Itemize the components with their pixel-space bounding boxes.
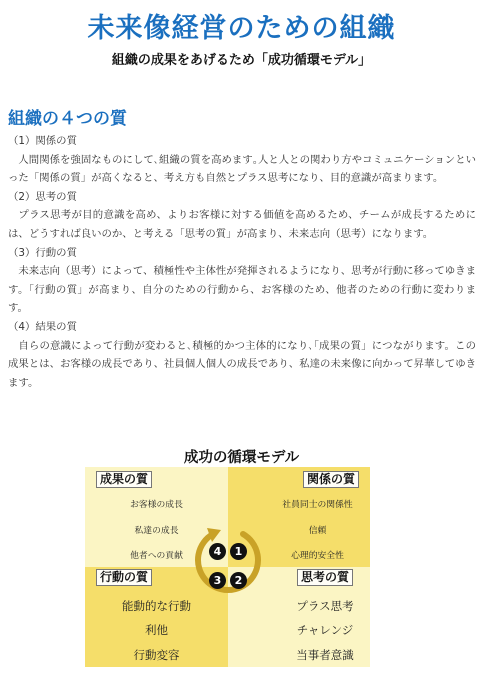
action-item: 利他 — [145, 623, 168, 637]
thinking-item: チャレンジ — [296, 623, 354, 637]
step-3-badge: 3 — [209, 572, 226, 589]
relation-item: 社員同士の関係性 — [282, 500, 353, 510]
relation-quality-label: 関係の質 — [303, 471, 359, 488]
result-item: 他者への貢献 — [130, 551, 183, 561]
relation-quality-text: 人間関係を強固なものにして､組織の質を高めます｡人と人との関わり方やコミュニケーションといった「関係の質」が高くなると、考え方も自然とプラス思考になり、目的意識が高まります。 — [8, 153, 476, 185]
page-subtitle: 組織の成果をあげるため「成功循環モデル」 — [111, 53, 372, 68]
relation-quality-heading: （1）関係の質 — [8, 135, 77, 147]
thinking-quality-label: 思考の質 — [297, 569, 353, 586]
cycle-arrow-icon — [185, 520, 271, 606]
result-item: お客様の成長 — [130, 500, 183, 510]
step-2-badge: 2 — [230, 572, 247, 589]
section-title: 組織の４つの質 — [8, 109, 127, 129]
thinking-item: 当事者意識 — [296, 648, 354, 662]
model-title: 成功の循環モデル — [183, 450, 300, 466]
thinking-item: プラス思考 — [296, 599, 354, 613]
action-quality-label: 行動の質 — [96, 569, 152, 586]
action-quality-heading: （3）行動の質 — [8, 246, 77, 259]
action-item: 能動的な行動 — [122, 599, 191, 613]
result-quality-heading: （4）結果の質 — [8, 320, 77, 333]
quality-descriptions — [8, 132, 476, 392]
step-4-badge: 4 — [209, 543, 226, 560]
relation-item: 心理的安全性 — [291, 551, 344, 561]
page-title: 未来像経営のための組織 — [87, 13, 396, 44]
result-item: 私達の成長 — [134, 526, 179, 536]
step-1-badge: 1 — [230, 543, 247, 560]
relation-item: 信頼 — [308, 526, 327, 536]
result-quality-label: 成果の質 — [96, 471, 152, 488]
thinking-quality-text: プラス思考が目的意識を高め、よりお客様に対する価値を高めるため、チームが成長するためには、どうすれば良いのか、と考える「思考の質」が高まり、未来志向（思考）になります。 — [8, 209, 476, 240]
thinking-quality-heading: （2）思考の質 — [8, 190, 77, 203]
result-quality-text: 自らの意識によって行動が変わると､積極的かつ主体的になり､｢成果の質」につながります。この成果とは、お客様の成長であり、社員個人個人の成長であり、私達の未来像に向かって昇華してゆきます。 — [8, 339, 476, 389]
action-item: 行動変容 — [133, 648, 180, 662]
action-quality-text: 未来志向（思考）によって、積極性や主体性が発揮されるようになり、思考が行動に移ってゆきます。｢行動の質」が高まり、自分のための行動から、お客様のため、他者のための行動に変わります。 — [8, 265, 476, 315]
